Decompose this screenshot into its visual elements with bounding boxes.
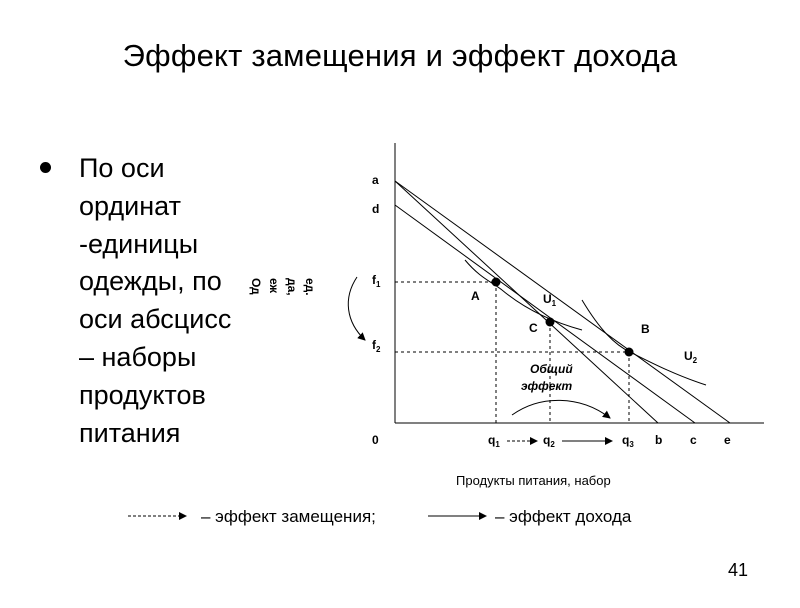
- curved-arrow-total-effect: [512, 400, 610, 418]
- legend-income-text: – эффект дохода: [495, 507, 632, 526]
- bullet-line: питания: [79, 417, 181, 448]
- label-c: c: [690, 433, 697, 447]
- label-e: e: [724, 433, 731, 447]
- point-a: [492, 278, 501, 287]
- bullet-line: ординат: [79, 190, 181, 221]
- label-d: d: [372, 202, 380, 216]
- y-axis-title-line: да,: [285, 278, 299, 296]
- label-q2: $q_2$: [543, 433, 555, 449]
- y-axis-title-line: еж: [267, 278, 281, 294]
- bullet-line: По оси: [79, 153, 165, 183]
- x-axis-title: Продукты питания, набор: [456, 473, 611, 488]
- bullet-line: -единицы: [79, 228, 199, 259]
- bullet-line: продуктов: [79, 379, 206, 410]
- slide-title: Эффект замещения и эффект дохода: [122, 38, 678, 73]
- label-f2: $f_2$: [372, 338, 381, 354]
- indifference-curve-u1: [465, 260, 582, 330]
- y-axis-title-line: Од: [249, 278, 263, 295]
- bullet-line: – наборы: [79, 341, 197, 372]
- label-a: a: [372, 173, 379, 187]
- label-point-a: A: [471, 289, 480, 303]
- legend-substitution-text: – эффект замещения;: [201, 507, 376, 526]
- label-u1: $U_1$: [543, 292, 557, 308]
- bullet-line: одежды, по: [79, 266, 222, 297]
- label-point-c: C: [529, 321, 538, 335]
- page-number: 41: [728, 560, 749, 580]
- curved-arrow-y: [348, 277, 365, 340]
- bullet-line: оси абсцисс: [79, 304, 232, 335]
- point-c: [546, 318, 555, 327]
- label-b: b: [655, 433, 663, 447]
- label-q3: $q_3$: [622, 433, 634, 449]
- total-effect-label: эффект: [521, 379, 573, 393]
- y-axis-title-line: ед.: [303, 278, 317, 296]
- label-f1: $f_1$: [372, 273, 381, 289]
- label-origin: 0: [372, 433, 379, 447]
- total-effect-label: Общий: [530, 362, 573, 376]
- label-u2: $U_2$: [684, 349, 698, 365]
- label-point-b: B: [641, 322, 650, 336]
- indifference-curve-u2: [582, 300, 706, 385]
- label-q1: $q_1$: [488, 433, 500, 449]
- point-b: [625, 348, 634, 357]
